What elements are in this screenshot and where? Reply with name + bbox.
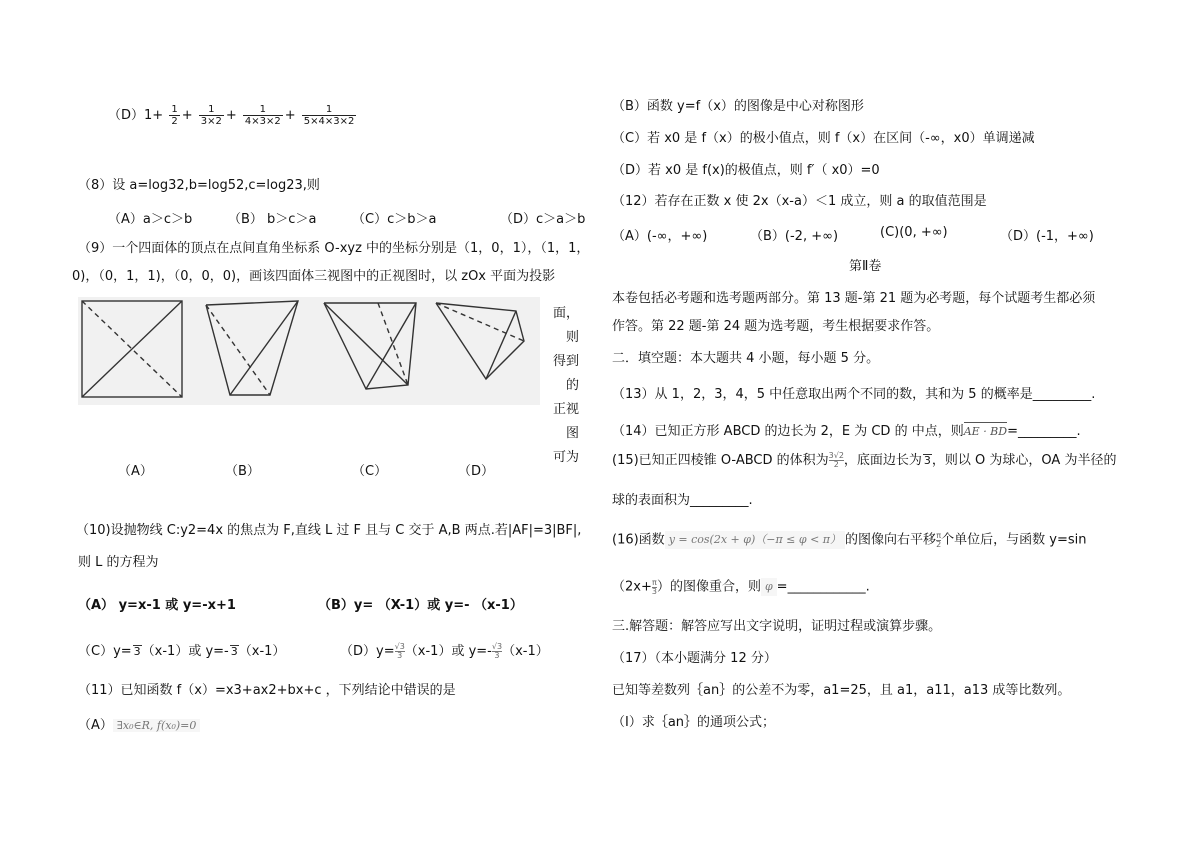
q10-option-b: （B）y= （X-1）或 y=- （x-1） — [318, 598, 523, 613]
q10-option-d: （D）y= $\frac{√3}{3}$ （x-1）或 y=- $\frac{√3}{3}$ （x-1） — [340, 642, 549, 660]
q11-option-d: （D）若 x0 是 f(x)的极值点，则 f′（ x0）=0 — [612, 163, 880, 178]
frac-3sqrt2-over-2: $\frac{3√2}{2}$ — [828, 451, 844, 469]
frac-sqrt3-over-3: $\frac{√3}{3}$ — [394, 642, 405, 660]
q7d-frac-1: $\frac{1}{2}$ — [171, 104, 178, 127]
q15-line-1: (15)已知正四棱锥 O-ABCD 的体积为 $\frac{3√2}{2}$ ，底面边长为 3，则以 O 为球心，OA 为半径的 — [612, 451, 1117, 469]
q7d-prefix: （D）1+ — [108, 108, 164, 123]
q11a-formula: ∃x₀∈R, f(x₀)=0 — [113, 719, 200, 732]
q12-option-b: （B）(-2, +∞) — [750, 229, 839, 244]
q10-line-1: （10)设抛物线 C:y2=4x 的焦点为 F,直线 L 过 F 且与 C 交于 A,B 两点.若|AF|=3|BF|, — [76, 523, 582, 538]
q10-option-a: （A） y=x-1 或 y=-x+1 — [78, 598, 236, 613]
q9-line-1: （9）一个四面体的顶点在点间直角坐标系 O-xyz 中的坐标分别是（1，0，1），（1，1， — [78, 241, 590, 256]
sqrt-3: 3 — [230, 645, 238, 658]
frac-pi-over-2: $\frac{\pi}{2}$ — [936, 530, 942, 549]
vector-dot-product: AE · BD — [964, 422, 1007, 441]
q11-option-a: （A） ∃x₀∈R, f(x₀)=0 — [78, 714, 200, 733]
q7d-frac-2: $\frac{1}{3\times 2}$ — [200, 104, 222, 127]
q13: （13）从 1，2，3，4，5 中任意取出两个不同的数，其和为 5 的概率是_________. — [612, 387, 1096, 402]
q9-side-2: 得到的 — [552, 354, 579, 393]
part2-line-1: 本卷包括必考题和选考题两部分。第 13 题-第 21 题为必考题，每个试题考生都必须 — [612, 291, 1096, 306]
q16-line-2: （2x+ $\frac{\pi}{3}$ ）的图像重合，则 φ =____________. — [612, 577, 870, 596]
q10-line-2: 则 L 的方程为 — [78, 555, 159, 570]
fig-label-b: （B） — [225, 464, 260, 479]
q11-option-b: （B）函数 y=f（x）的图像是中心对称图形 — [612, 99, 864, 114]
q7-option-d: （D）1+ $\frac{1}{2}$ + $\frac{1}{3\times 2}$ + $\frac{1}{4\times 3\times 2}$ + $\frac{1}{5\times 4\times 3\times 2}$ — [108, 104, 355, 127]
q9-side-3: 正视图 — [552, 402, 579, 441]
sqrt-3: 3 — [133, 645, 141, 658]
phi-symbol: φ — [761, 578, 777, 596]
q7d-frac-4: $\frac{1}{5\times 4\times 3\times 2}$ — [303, 104, 355, 127]
section-3-heading: 三.解答题：解答应写出文字说明，证明过程或演算步骤。 — [612, 619, 942, 634]
q17-heading: （17）（本小题满分 12 分） — [612, 651, 777, 666]
q9-figures — [78, 297, 540, 405]
q11-option-c: （C）若 x0 是 f（x）的极小值点，则 f（x）在区间（-∞，x0）单调递减 — [612, 131, 1035, 146]
q8-option-b: （B） b＞c＞a — [228, 212, 317, 227]
q9-side-1: 面，则 — [552, 306, 579, 345]
q12-stem: （12）若存在正数 x 使 2x（x-a）＜1 成立，则 a 的取值范围是 — [612, 194, 987, 209]
q11-stem: （11）已知函数 f（x）=x3+ax2+bx+c ，下列结论中错误的是 — [78, 683, 456, 698]
frac-pi-over-3: $\frac{\pi}{3}$ — [651, 577, 657, 596]
section-2-heading: 二．填空题：本大题共 4 小题，每小题 5 分。 — [612, 351, 880, 366]
frac-sqrt3-over-3: $\frac{√3}{3}$ — [491, 642, 503, 660]
q16-formula: y = cos(2x + φ)（−π ≤ φ < π） — [665, 531, 845, 549]
q12-option-d: （D）(-1，+∞) — [1000, 229, 1094, 244]
q7d-frac-3: $\frac{1}{4\times 3\times 2}$ — [244, 104, 281, 127]
q17-line-1: 已知等差数列｛an｝的公差不为零，a1=25，且 a1，a11，a13 成等比数列。 — [612, 683, 1071, 698]
sqrt-3: 3 — [923, 454, 931, 467]
fig-label-d: （D） — [458, 464, 495, 479]
q14: （14）已知正方形 ABCD 的边长为 2，E 为 CD 的 中点，则AE · BD=_________. — [612, 424, 1081, 439]
q17-line-2: （Ⅰ）求｛an｝的通项公式； — [612, 715, 776, 730]
q8-option-d: （D）c＞a＞b — [500, 212, 586, 227]
q9-line-2: 0)，（0，1，1)，（0，0，0)，画该四面体三视图中的正视图时，以 zOx 平面为投影 — [72, 269, 556, 284]
q15-line-2: 球的表面积为_________. — [612, 493, 753, 508]
part2-title: 第Ⅱ卷 — [849, 259, 882, 274]
part2-line-2: 作答。第 22 题-第 24 题为选考题，考生根据要求作答。 — [612, 319, 940, 334]
q12-option-c: (C)(0, +∞) — [880, 225, 948, 240]
q12-option-a: （A）(-∞，+∞) — [612, 229, 708, 244]
q8-option-a: （A）a＞c＞b — [108, 212, 193, 227]
q10-option-c: （C）y= 3（x-1）或 y=- 3（x-1） — [78, 644, 286, 659]
q8-option-c: （C）c＞b＞a — [352, 212, 437, 227]
fig-label-c: （C） — [352, 464, 388, 479]
q16-line-1: (16)函数 y = cos(2x + φ)（−π ≤ φ < π） 的图像向右平移 $\frac{\pi}{2}$ 个单位后，与函数 y=sin — [612, 530, 1087, 549]
fig-label-a: （A） — [118, 464, 153, 479]
q9-side-4: 可为 — [552, 450, 579, 465]
q8-stem: （8）设 a=log32,b=log52,c=log23,则 — [78, 178, 320, 193]
q9-side-text — [545, 302, 579, 470]
